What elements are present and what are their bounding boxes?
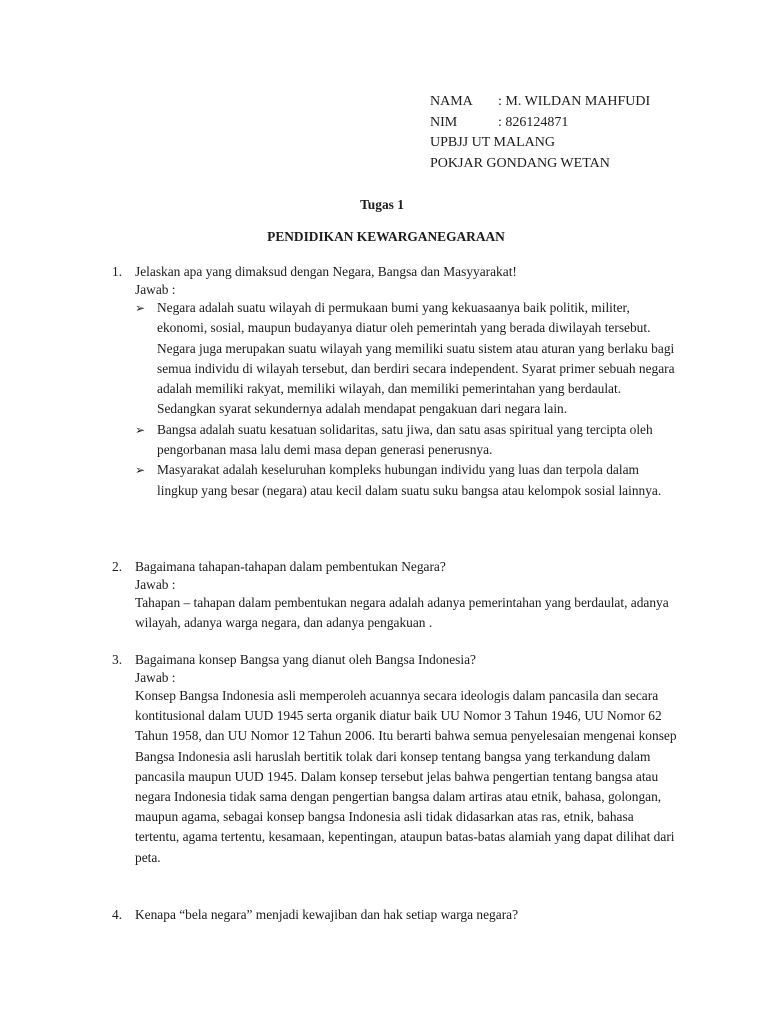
question-number: 4.: [112, 907, 123, 922]
pokjar-line: POKJAR GONDANG WETAN: [430, 155, 610, 171]
question-3-header: [112, 650, 692, 669]
question-2-header: [112, 557, 692, 576]
bullet-text: Bangsa adalah suatu kesatuan solidaritas, satu jiwa, dan satu asas spiritual yang tercipta oleh pengorbanan masa lalu demi masa depan generasi penerusnya.: [157, 421, 653, 458]
arrowhead-bullet-icon: ➢: [135, 301, 146, 315]
bullet-item-masyarakat: [112, 460, 682, 501]
question-text: Jelaskan apa yang dimaksud dengan Negara, Bangsa dan Masyyarakat!: [135, 264, 517, 279]
question-text: Kenapa “bela negara” menjadi kewajiban dan hak setiap warga negara?: [135, 907, 519, 922]
name-row: [430, 92, 650, 113]
nim-value: : 826124871: [498, 114, 569, 130]
question-4: [112, 905, 692, 924]
question-3: [112, 650, 692, 868]
answer-text: Konsep Bangsa Indonesia asli memperoleh acuannya secara ideologis dalam pancasila dan secara kontitusional dalam UUD 1945 serta organik diatur baik UU Nomor 3 Tahun 1946, UU Nomor 62 Tahun 1958, dan UU Nomor 12 Tahun 2006. Itu berarti bahwa semua penyelesaian mengenai konsep Bangsa Indonesia asli haruslah bertitik tolak dari konsep tentang bangsa yang terkandung dalam pancasila maupun UUD 1945. Dalam konsep tersebut jelas bahwa pengertian tentang bangsa atau negara Indonesia tidak sama dengan pengertian bangsa dalam artiras atau etnik, bahasa, golongan, maupun agama, sebagai konsep bangsa Indonesia asli tidak didasarkan atas ras, etnik, bahasa tertentu, agama tertentu, kesamaan, kepentingan, ataupun batas-batas alamiah yang dapat dilihat dari peta.: [135, 688, 677, 865]
answer-bullet-list: [112, 298, 692, 501]
arrowhead-bullet-icon: ➢: [135, 463, 146, 478]
arrowhead-bullet-icon: ➢: [135, 422, 146, 437]
name-label: NAMA: [430, 94, 473, 109]
answer-text: Tahapan – tahapan dalam pembentukan negara adalah adanya pemerintahan yang berdaulat, adanya wilayah, adanya warga negara, dan adanya pengakuan .: [135, 595, 669, 631]
name-value: : M. WILDAN MAHFUDI: [498, 94, 651, 109]
subject-title: PENDIDIKAN KEWARGANEGARAAN: [267, 229, 505, 244]
nim-label: NIM: [430, 114, 458, 130]
nim-row: [430, 113, 650, 134]
answer-label: Jawab :: [135, 282, 176, 297]
question-number: 2.: [112, 559, 123, 574]
upbjj-line: UPBJJ UT MALANG: [430, 135, 555, 150]
question-1-header: [112, 262, 692, 281]
question-2: [112, 557, 692, 633]
bullet-item-bangsa: [112, 420, 682, 461]
bullet-text: Negara adalah suatu wilayah di permukaan bumi yang kekuasaanya baik politik, militer, ekonomi, sosial, maupun budayanya diatur oleh pemerintah yang berada diwilayah tersebut. Negara juga merupakan suatu wilayah yang memiliki suatu sistem atau aturan yang berlaku bagi semua individu di wilayah tersebut, dan berdiri secara independent. Syarat primer sebuah negara adalah memiliki rakyat, memiliki wilayah, dan memiliki pemerintahan yang berdaulat. Sedangkan syarat sekundernya adalah mendapat pengakuan dari negara lain.: [157, 300, 675, 417]
bullet-text: Masyarakat adalah keseluruhan kompleks hubungan individu yang luas dan terpola dalam lingkup yang besar (negara) atau kecil dalam suatu suku bangsa atau kelompok sosial lainnya.: [157, 462, 662, 498]
question-text: Bagaimana konsep Bangsa yang dianut oleh Bangsa Indonesia?: [135, 652, 476, 667]
question-1: [112, 262, 692, 501]
question-number: 1.: [112, 264, 123, 279]
bullet-item-negara: [112, 298, 682, 420]
question-text: Bagaimana tahapan-tahapan dalam pembentukan Negara?: [135, 559, 446, 574]
question-number: 3.: [112, 652, 123, 667]
student-identity: [430, 92, 650, 174]
task-title: Tugas 1: [360, 197, 404, 212]
question-4-header: [112, 905, 692, 924]
answer-label: Jawab :: [135, 577, 176, 592]
answer-label: Jawab :: [135, 670, 176, 685]
